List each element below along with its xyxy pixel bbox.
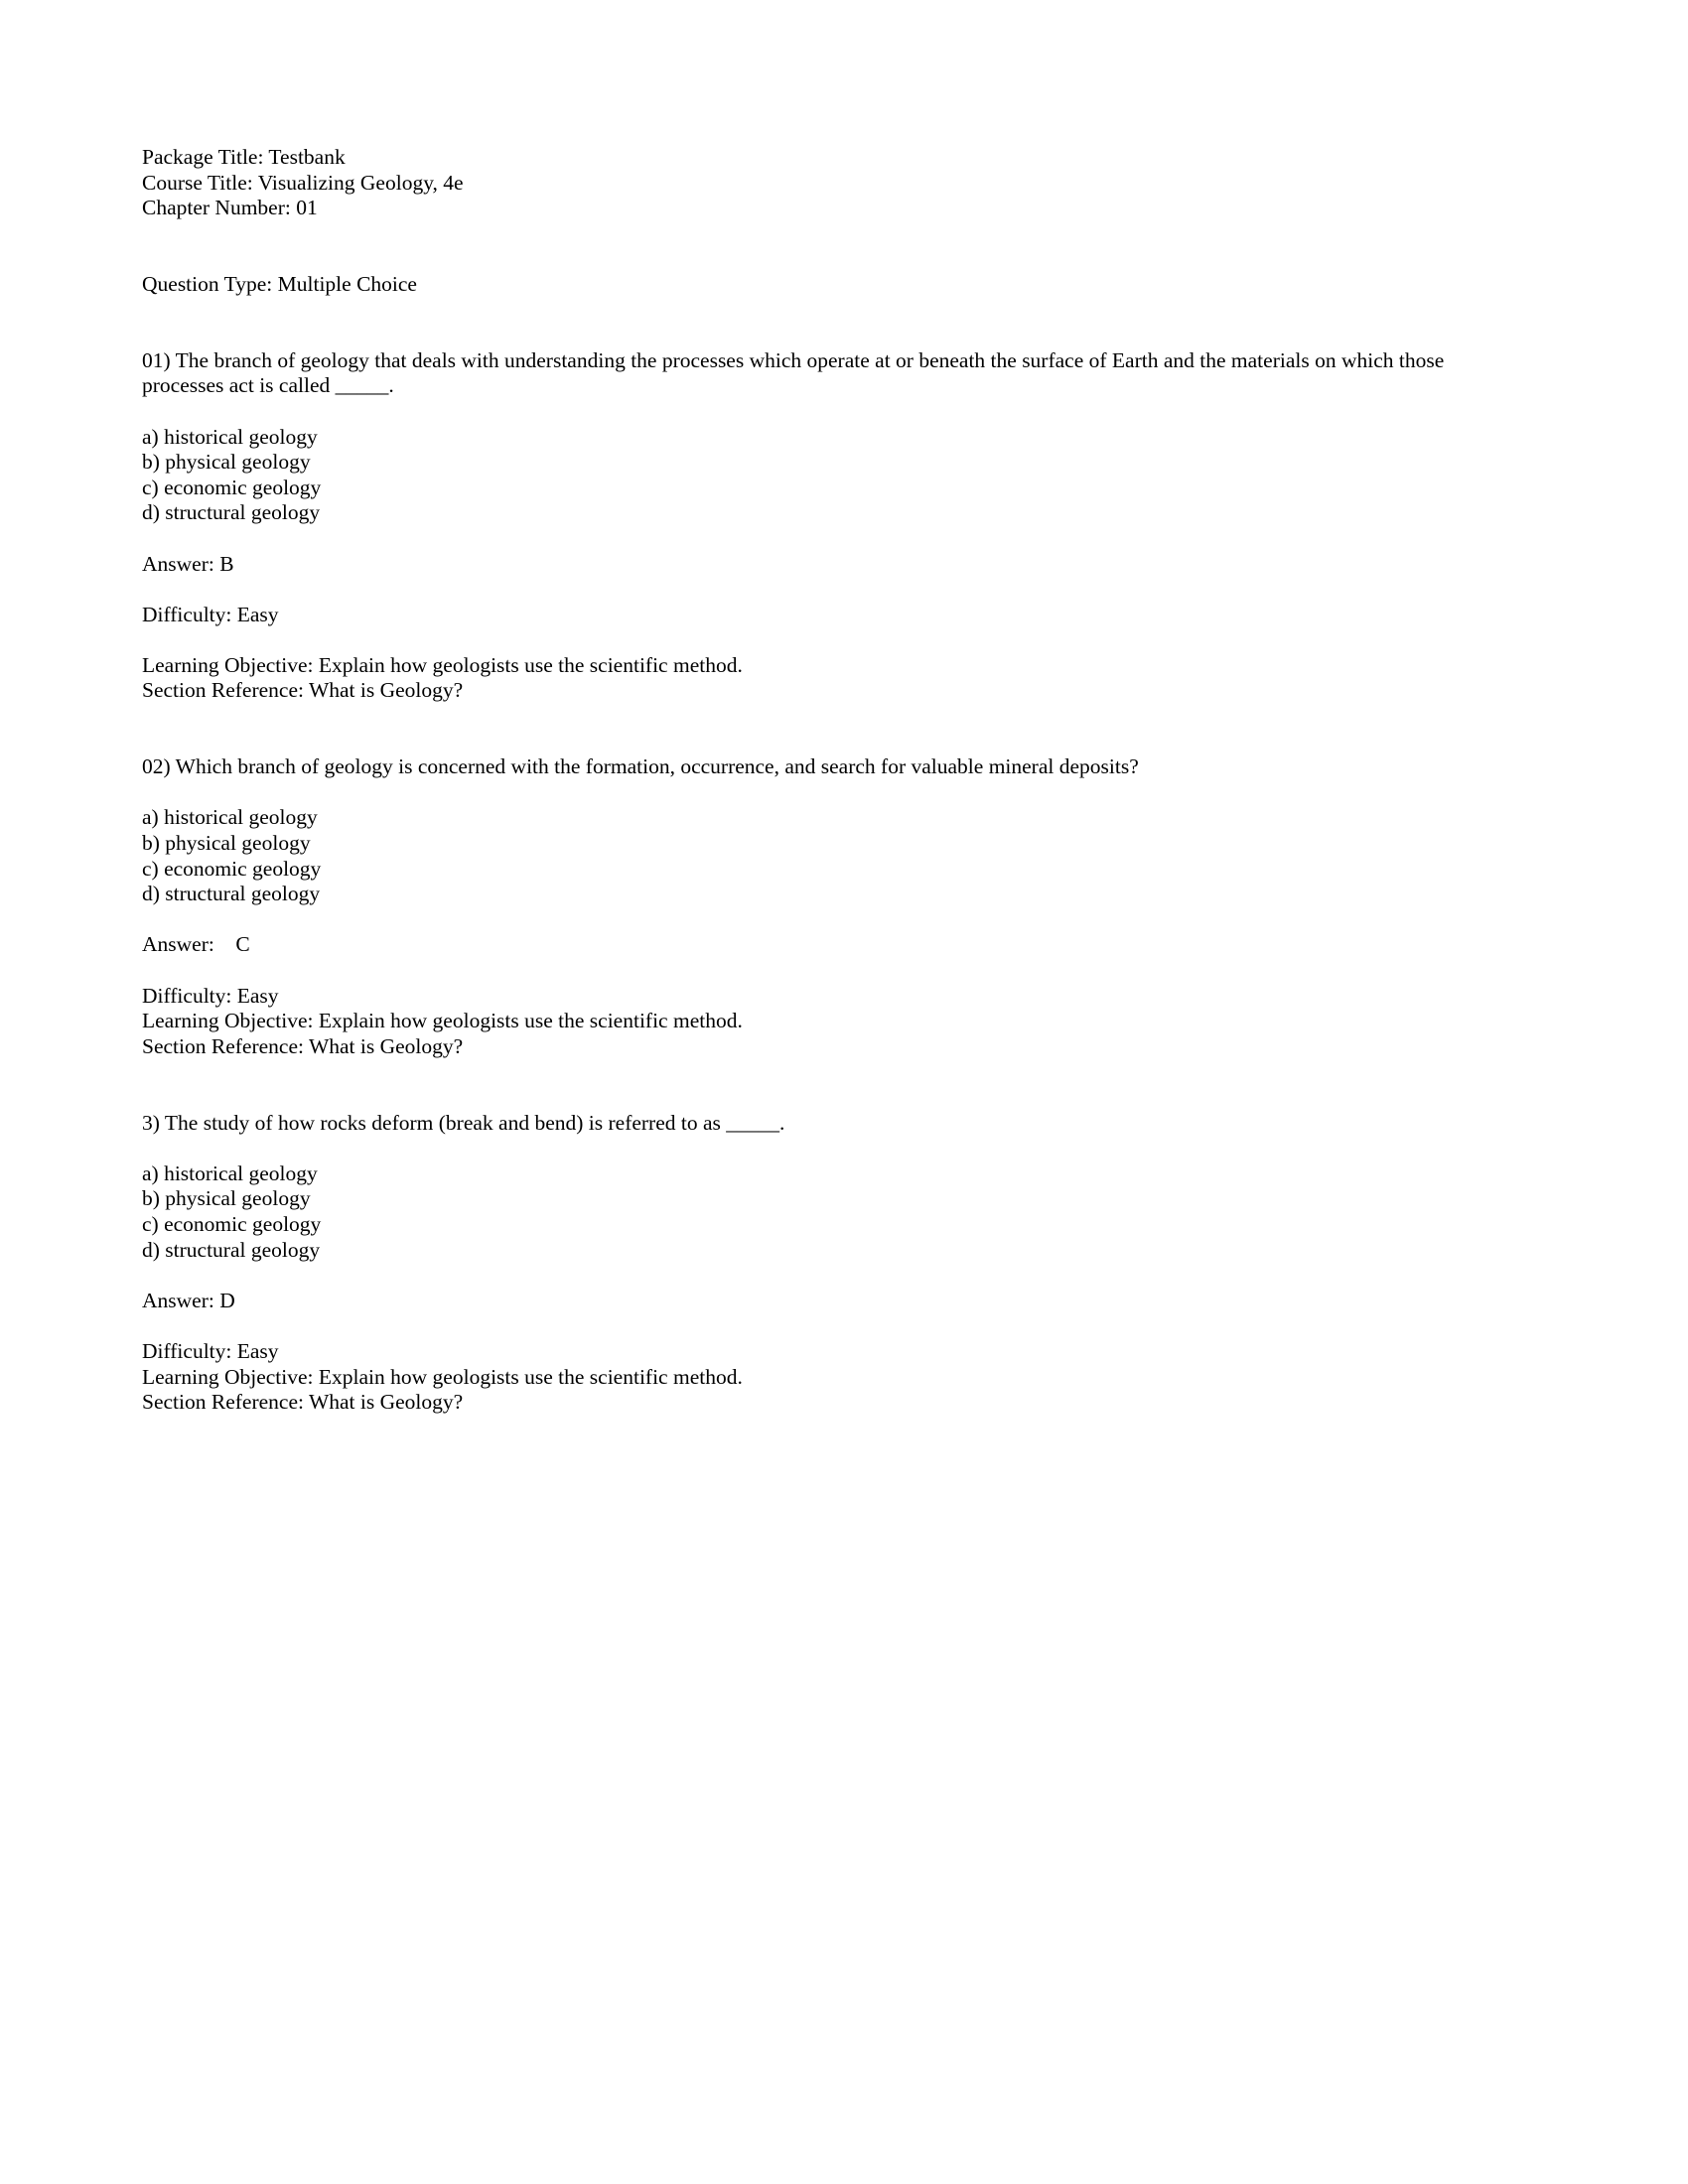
choice-b: b) physical geology (142, 450, 311, 475)
question-stem: 01) The branch of geology that deals with understanding the processes which operate at or beneath the surface of Earth and the materials on which those processes act is called _____. (142, 347, 1450, 398)
question-type-line: Question Type: Multiple Choice (142, 271, 417, 296)
question-block-2 (142, 754, 1484, 1059)
choice-c: c) economic geology (142, 856, 322, 881)
answer-line: Answer: C (142, 932, 250, 957)
choice-a: a) historical geology (142, 805, 318, 830)
learning-objective-line: Learning Objective: Explain how geologists use the scientific method. (142, 652, 743, 677)
choice-a: a) historical geology (142, 1160, 318, 1185)
choice-d: d) structural geology (142, 1237, 321, 1262)
learning-objective-line: Learning Objective: Explain how geologists use the scientific method. (142, 1009, 743, 1033)
choice-b: b) physical geology (142, 831, 311, 856)
document-header (142, 145, 1484, 221)
question-block-1 (142, 348, 1484, 704)
answer-line: Answer: B (142, 551, 234, 576)
choice-b: b) physical geology (142, 1186, 311, 1211)
choice-d: d) structural geology (142, 500, 321, 525)
section-reference-line: Section Reference: What is Geology? (142, 1033, 464, 1058)
difficulty-line: Difficulty: Easy (142, 602, 279, 626)
section-reference-line: Section Reference: What is Geology? (142, 678, 464, 703)
chapter-number-line: Chapter Number: 01 (142, 196, 318, 220)
choice-c: c) economic geology (142, 475, 322, 499)
question-stem: 3) The study of how rocks deform (break and bend) is referred to as _____. (142, 1110, 785, 1135)
difficulty-line: Difficulty: Easy (142, 1338, 279, 1363)
choice-a: a) historical geology (142, 424, 318, 449)
question-stem: 02) Which branch of geology is concerned with the formation, occurrence, and search for valuable mineral deposits? (142, 754, 1139, 779)
choice-list (142, 805, 1484, 906)
choice-list (142, 425, 1484, 526)
package-title-line: Package Title: Testbank (142, 145, 346, 169)
answer-line: Answer: D (142, 1288, 235, 1312)
choice-d: d) structural geology (142, 882, 321, 906)
learning-objective-line: Learning Objective: Explain how geologists use the scientific method. (142, 1364, 743, 1389)
difficulty-line: Difficulty: Easy (142, 983, 279, 1008)
section-reference-line: Section Reference: What is Geology? (142, 1390, 464, 1415)
question-block-3 (142, 1111, 1484, 1416)
choice-list (142, 1161, 1484, 1263)
choice-c: c) economic geology (142, 1211, 322, 1236)
course-title-line: Course Title: Visualizing Geology, 4e (142, 170, 464, 195)
